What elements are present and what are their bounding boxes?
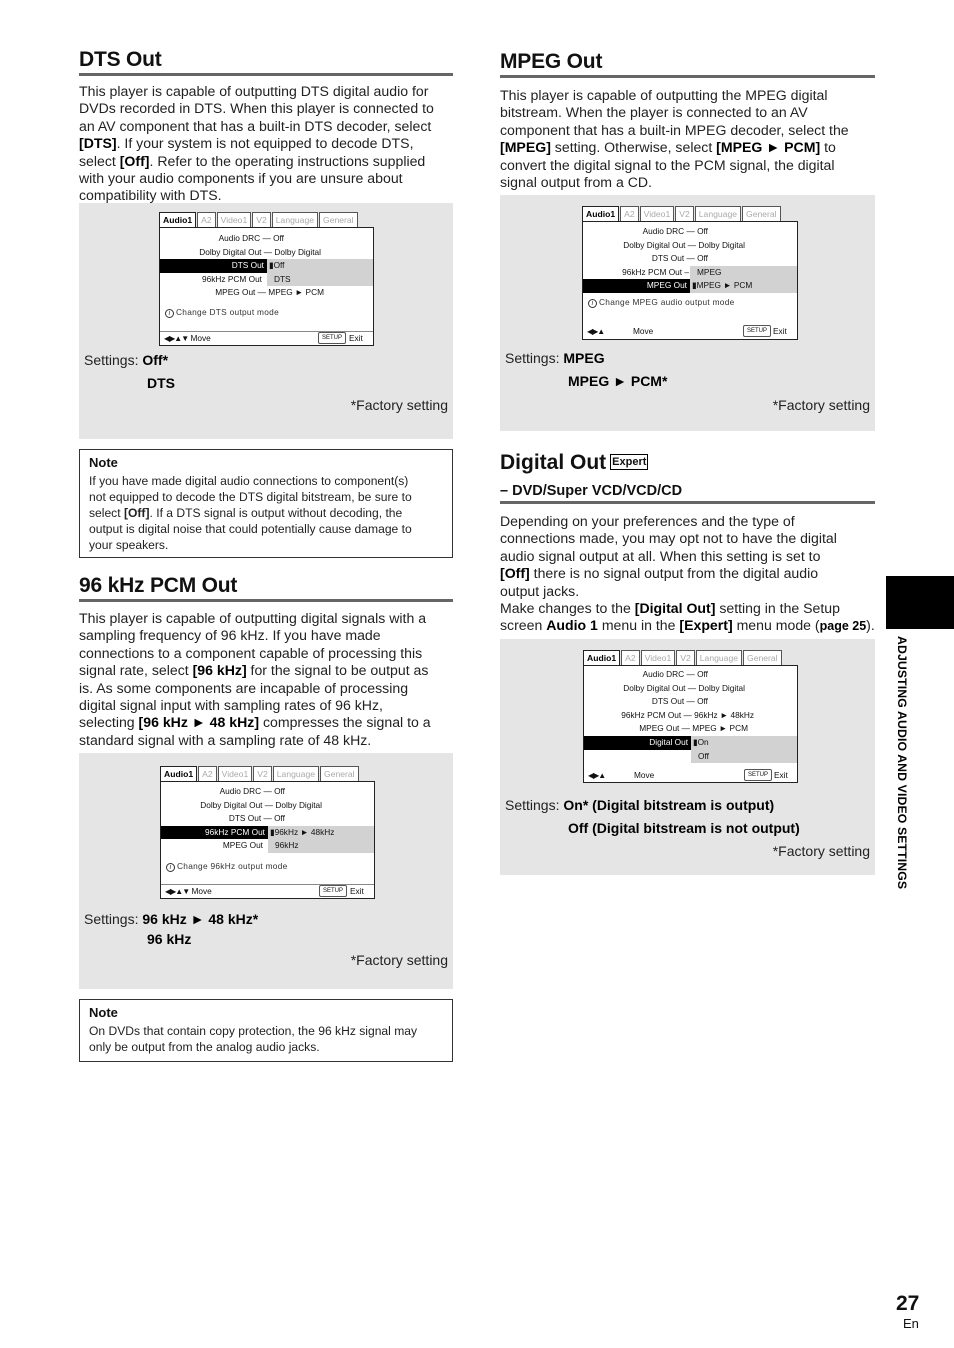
digital-factory-note: *Factory setting — [772, 843, 870, 859]
tab-v2: V2 — [253, 766, 272, 782]
dts-settings: Settings: Off* DTS — [84, 352, 175, 391]
mpeg-osd-screen: Audio1 A2 Video1 V2 Language General Audio DRC — Off Dolby Digital Out — Dolby Digital DTS Out — Off 96kHz PCM Out – MPEG MPEG Out ▮MPEG ► PCM i Change MPEG audio output mode ◀▶▲ Move SETUP Exit — [582, 206, 798, 340]
tab-general: General — [320, 766, 359, 782]
tab-language: Language — [272, 212, 318, 228]
mpeg-factory-note: *Factory setting — [772, 397, 870, 413]
digital-heading: Digital Out Expert — [500, 451, 647, 474]
dts-out-highlight: DTS Out — [160, 259, 267, 273]
setup-button-icon: SETUP — [743, 325, 771, 337]
tab-language: Language — [273, 766, 319, 782]
digital-subheading: – DVD/Super VCD/VCD/CD — [500, 483, 875, 504]
chapter-side-label: ADJUSTING AUDIO AND VIDEO SETTINGS — [895, 636, 909, 890]
pcm96-note-box: Note On DVDs that contain copy protection, the 96 kHz signal may only be output from the analog audio jacks. — [79, 999, 453, 1062]
info-icon: i — [588, 299, 597, 308]
dts-factory-note: *Factory setting — [350, 397, 448, 413]
tab-general: General — [743, 650, 782, 666]
mpeg-paragraph: This player is capable of outputting the MPEG digital bitstream. When the player is connected to an AV component that has a built-in MPEG decoder, select the [MPEG] setting. Otherwise, select [MPEG ► PCM] to convert the digital signal to the PCM signal, the digital signal output from a CD. — [500, 87, 849, 191]
arrow-keys-icon: ◀▶▲▼ — [164, 334, 189, 343]
arrow-keys-icon: ◀▶▲▼ — [165, 887, 190, 896]
info-icon: i — [165, 309, 174, 318]
tab-video1: Video1 — [218, 766, 253, 782]
setup-button-icon: SETUP — [319, 885, 347, 897]
tab-a2: A2 — [621, 650, 640, 666]
tab-v2: V2 — [676, 650, 695, 666]
tab-audio1: Audio1 — [160, 766, 197, 782]
pcm96-factory-note: *Factory setting — [350, 952, 448, 968]
language-label: En — [903, 1316, 919, 1331]
tab-a2: A2 — [198, 766, 217, 782]
tab-general: General — [319, 212, 358, 228]
tab-audio1: Audio1 — [582, 206, 619, 222]
dts-osd-screen: Audio1 A2 Video1 V2 Language General Audio DRC — Off Dolby Digital Out — Dolby Digital DTS Out ▮Off 96kHz PCM Out DTS MPEG Out — MPEG ► PCM i Change DTS output mode ◀▶▲▼ Move SETUP Exit — [159, 212, 374, 346]
dts-heading: DTS Out — [79, 48, 453, 76]
tab-language: Language — [695, 206, 741, 222]
digital-settings: Settings: On* (Digital bitstream is output) Off (Digital bitstream is not output) — [505, 797, 800, 836]
info-icon: i — [166, 863, 175, 872]
dts-paragraph: This player is capable of outputting DTS digital audio for DVDs recorded in DTS. When this player is connected to an AV component that has a built-in DTS decoder, select [DTS]. If your system is not equipped to decode DTS, select [Off]. Refer to the operating instructions supplied with your audio components if you are unsure about compatibility with DTS. — [79, 83, 434, 204]
arrow-keys-icon: ◀▶▲ — [588, 771, 606, 780]
pcm96-heading: 96 kHz PCM Out — [79, 574, 453, 602]
tab-video1: Video1 — [640, 206, 675, 222]
setup-button-icon: SETUP — [318, 332, 346, 344]
tab-audio1: Audio1 — [583, 650, 620, 666]
tab-v2: V2 — [675, 206, 694, 222]
tab-a2: A2 — [197, 212, 216, 228]
arrow-keys-icon: ◀▶▲ — [587, 327, 605, 336]
tab-v2: V2 — [252, 212, 271, 228]
tab-video1: Video1 — [217, 212, 252, 228]
pcm96-settings: Settings: 96 kHz ► 48 kHz* 96 kHz — [84, 911, 259, 947]
tab-video1: Video1 — [641, 650, 676, 666]
pcm96-osd-screen: Audio1 A2 Video1 V2 Language General Audio DRC — Off Dolby Digital Out — Dolby Digital DTS Out — Off 96kHz PCM Out ▮96kHz ► 48kHz MPEG Out 96kHz i Change 96kHz output mode ◀▶▲▼ Move SETUP Exit — [160, 766, 375, 900]
tab-language: Language — [696, 650, 742, 666]
setup-button-icon: SETUP — [744, 769, 772, 781]
digital-osd-screen: Audio1 A2 Video1 V2 Language General Audio DRC — Off Dolby Digital Out — Dolby Digital DTS Out — Off 96kHz PCM Out — 96kHz ► 48kHz MPEG Out — MPEG ► PCM Digital Out ▮On Off ◀▶▲ Move SETUP Exit — [583, 650, 798, 783]
osd-tabs — [159, 212, 359, 228]
chapter-tab-marker — [886, 576, 954, 629]
mpeg-heading: MPEG Out — [500, 50, 875, 78]
digital-paragraph: Depending on your preferences and the type of connections made, you may opt not to have the digital audio signal output at all. When this setting is set to [Off] there is no signal output from the digital audio output jacks. Make changes to the [Digital Out] setting in the Setup screen Audio 1 menu in the [Expert] menu mode (page 25). — [500, 513, 875, 634]
mpeg-settings: Settings: MPEG MPEG ► PCM* — [505, 350, 668, 389]
tab-a2: A2 — [620, 206, 639, 222]
dts-note-box: Note If you have made digital audio connections to component(s) not equipped to decode the DTS digital bitstream, be sure to select [Off]. If a DTS signal is output without decoding, the output is digital noise that could potentially cause damage to your speakers. — [79, 449, 453, 558]
tab-general: General — [742, 206, 781, 222]
dts-info-text: i Change DTS output mode — [165, 307, 279, 318]
page-number: 27 — [896, 1292, 920, 1315]
pcm96-paragraph: This player is capable of outputting digital signals with a sampling frequency of 96 kHz. If you have made connections to a component capable of processing this signal rate, select [96 kHz] for the signal to be output as is. As some components are incapable of processing digital signal input with sampling rates of 96 kHz, selecting [96 kHz ► 48 kHz] compresses the signal to a standard signal with a sampling rate of 48 kHz. — [79, 610, 431, 748]
tab-audio1: Audio1 — [159, 212, 196, 228]
expert-badge: Expert — [612, 456, 647, 468]
